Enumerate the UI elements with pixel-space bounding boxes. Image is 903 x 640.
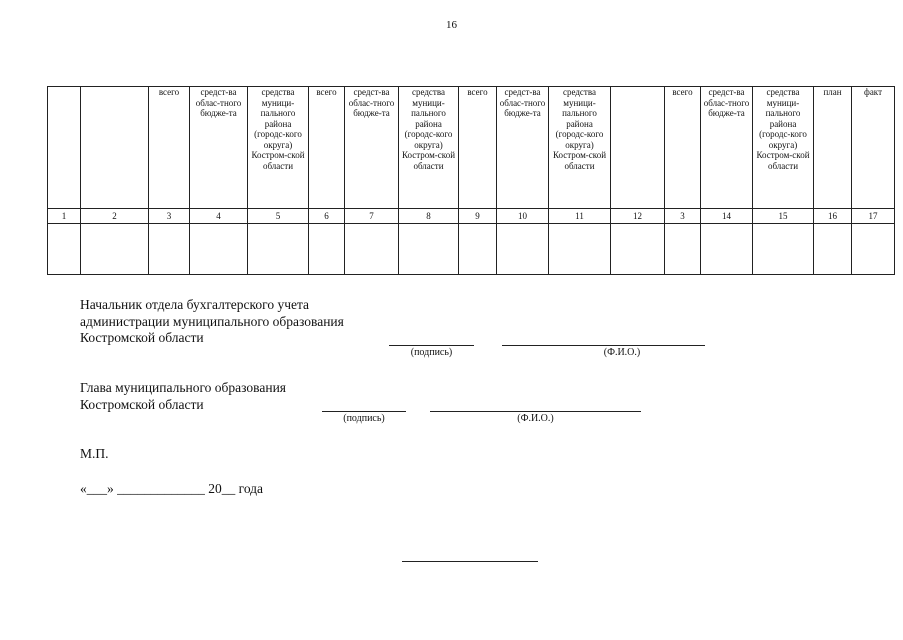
empty-cell bbox=[459, 224, 497, 275]
stamp-label: М.П. bbox=[80, 446, 109, 461]
table-header-cell bbox=[48, 87, 81, 209]
table-header-cell: всего bbox=[665, 87, 701, 209]
empty-cell bbox=[701, 224, 753, 275]
head-title-line-1: Глава муниципального образования bbox=[80, 380, 287, 395]
table-header-cell: средст-ва облас-тного бюдже-та bbox=[345, 87, 399, 209]
empty-cell bbox=[665, 224, 701, 275]
empty-cell bbox=[753, 224, 814, 275]
empty-cell bbox=[549, 224, 611, 275]
bottom-rule bbox=[402, 561, 538, 562]
column-number-cell: 12 bbox=[611, 209, 665, 224]
head-title-line-2: Костромской области bbox=[80, 396, 204, 412]
empty-cell bbox=[190, 224, 248, 275]
column-number-cell: 8 bbox=[399, 209, 459, 224]
table-header-cell: всего bbox=[149, 87, 190, 209]
column-number-cell: 1 bbox=[48, 209, 81, 224]
column-number-cell: 2 bbox=[81, 209, 149, 224]
table-header-cell bbox=[81, 87, 149, 209]
page-number: 16 bbox=[446, 19, 457, 31]
table-header-cell: средства муници-пального района (городс-кого округа) Костром-ской области bbox=[753, 87, 814, 209]
table-header-cell: факт bbox=[852, 87, 895, 209]
column-number-cell: 17 bbox=[852, 209, 895, 224]
table-header-cell: средства муници-пального района (городс-кого округа) Костром-ской области bbox=[248, 87, 309, 209]
column-number-cell: 10 bbox=[497, 209, 549, 224]
column-number-cell: 7 bbox=[345, 209, 399, 224]
table-header-row bbox=[48, 87, 895, 209]
column-number-cell: 6 bbox=[309, 209, 345, 224]
column-number-row bbox=[48, 209, 895, 224]
empty-data-row bbox=[48, 224, 895, 275]
table-header-cell: средства муници-пального района (городс-кого округа) Костром-ской области bbox=[549, 87, 611, 209]
accountant-title-block bbox=[80, 297, 344, 347]
head-signature-line bbox=[322, 411, 406, 412]
column-number-cell: 11 bbox=[549, 209, 611, 224]
table-header-cell: средст-ва облас-тного бюдже-та bbox=[190, 87, 248, 209]
report-table bbox=[47, 86, 895, 275]
head-name-caption: (Ф.И.О.) bbox=[517, 413, 554, 424]
empty-cell bbox=[248, 224, 309, 275]
table-header-cell: план bbox=[814, 87, 852, 209]
accountant-title-line-3: Костромской области bbox=[80, 330, 204, 345]
empty-cell bbox=[345, 224, 399, 275]
column-number-cell: 5 bbox=[248, 209, 309, 224]
column-number-cell: 3 bbox=[149, 209, 190, 224]
head-title-block bbox=[80, 380, 286, 413]
column-number-cell: 9 bbox=[459, 209, 497, 224]
table-header-cell: всего bbox=[459, 87, 497, 209]
empty-cell bbox=[48, 224, 81, 275]
accountant-signature-caption: (подпись) bbox=[410, 347, 453, 358]
column-number-cell: 15 bbox=[753, 209, 814, 224]
table-header-cell: всего bbox=[309, 87, 345, 209]
empty-cell bbox=[399, 224, 459, 275]
accountant-signature-line bbox=[389, 345, 474, 346]
table-header-cell: средст-ва облас-тного бюдже-та bbox=[701, 87, 753, 209]
head-name-line bbox=[430, 411, 641, 412]
empty-cell bbox=[611, 224, 665, 275]
empty-cell bbox=[149, 224, 190, 275]
column-number-cell: 4 bbox=[190, 209, 248, 224]
empty-cell bbox=[814, 224, 852, 275]
column-number-cell: 3 bbox=[665, 209, 701, 224]
accountant-title-line-1: Начальник отдела бухгалтерского учета bbox=[80, 297, 310, 312]
table-header-cell: средства муници-пального района (городс-кого округа) Костром-ской области bbox=[399, 87, 459, 209]
empty-cell bbox=[852, 224, 895, 275]
accountant-name-line bbox=[502, 345, 705, 346]
accountant-name-caption: (Ф.И.О.) bbox=[603, 347, 641, 358]
empty-cell bbox=[497, 224, 549, 275]
table-header-cell bbox=[611, 87, 665, 209]
empty-cell bbox=[81, 224, 149, 275]
head-signature-caption: (подпись) bbox=[343, 413, 385, 424]
column-number-cell: 14 bbox=[701, 209, 753, 224]
accountant-title-line-2: администрации муниципального образования bbox=[80, 313, 344, 329]
table-header-cell: средст-ва облас-тного бюдже-та bbox=[497, 87, 549, 209]
column-number-cell: 16 bbox=[814, 209, 852, 224]
empty-cell bbox=[309, 224, 345, 275]
date-line: «___» _____________ 20__ года bbox=[80, 481, 264, 496]
